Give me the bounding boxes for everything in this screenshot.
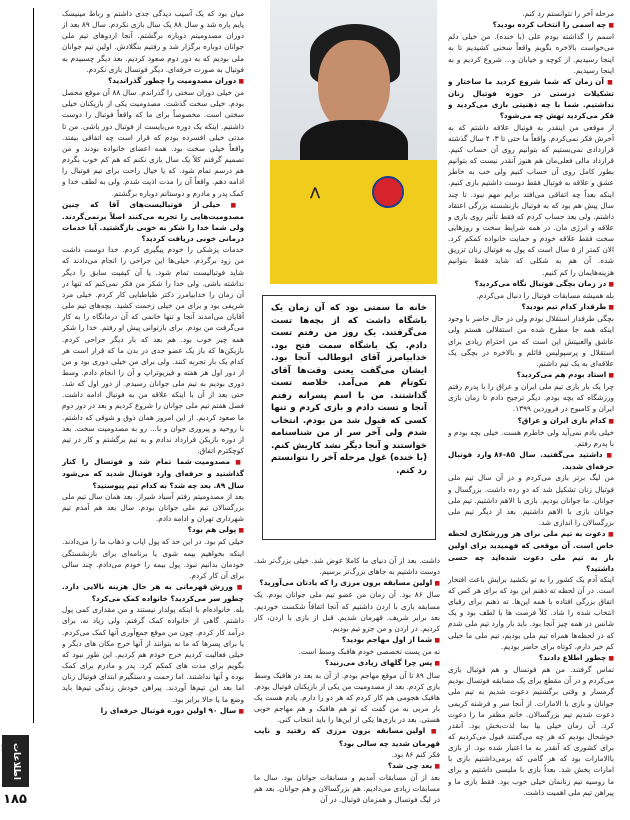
interview-question: ■ چه اسمی را انتخاب کرده بودید؟ — [448, 19, 614, 31]
interview-answer: خیلی یادم نمی‌آید ولی خاطرم هست. خیلی بچه بودم و با پدرم رفتم. — [448, 427, 614, 448]
interview-question: ■ کدام بازی ایران و عراق؟ — [448, 415, 614, 427]
interview-answer: چرا یک بار بازی تیم ملی ایران و عراق را با پدرم رفتم ورزشگاه که بچه بودم. دیگر ترجیح دادم تا زمان بازی ایران و کامبوج در فروردین ۱۳۹۹. — [448, 382, 614, 414]
club-crest-icon — [372, 176, 404, 208]
interview-question: ■ آن زمان که شما شروع کردید ما ساختار و تشکیلات درستی در حوزه فوتبال زنان نداشتیم. شما با چه ذهنیتی بازی می‌کردید و فکر می‌کردید تهش چه می‌شود؟ — [448, 76, 614, 122]
interview-answer: فکر کنم ۸۶ بود. — [391, 749, 440, 759]
page-margin — [0, 0, 40, 820]
photo-jersey — [270, 160, 437, 284]
interview-question: ■ پس چرا گلهای زیادی می‌زنید؟ — [254, 657, 440, 669]
interview-answer: مرحله آخر را نتوانستم رد کنم. — [522, 9, 614, 18]
interview-question: ■ اولین مسابقه برون مرزی را که یادتان می‌آورید؟ — [254, 577, 440, 589]
interview-question: ■ خیلی از فوتبالیست‌های آقا که چنین مصدومیت‌هایی را تجربه می‌کنند اصلاً برنمی‌گردند. ولی شما خدا را شکر به خوبی بازگشتید. آیا خدمات درمانی خوبی دریافت کردید؟ — [62, 199, 244, 245]
interview-answer: سال ۸۶ بود. آن زمان من عضو تیم ملی جوانان بودم. یک مسابقه بازی با اردن داشتیم که آنجا اتفاقاً شکست خوردیم. بعد برابر شریف. قهرمان شدیم. قبل از بازی با اردن، کار کردیم. در اردن و من جزو تیم بودیم. — [254, 590, 440, 633]
pull-quote: خانه ما سمتی بود که آن زمان یک باشگاه داشت که از بچه‌ها تست می‌گرفتند. یک روز من رفتم تست دادم. یک باشگاه سمت فتح بود. خدابیامرز آقای ابوطالب آنجا بود. ایشان می‌گفت یعنی وقت‌ها آقای تکوتام هم می‌آمد. خلاصه تست گذاشتند. من با اسم پسرانه رفتم آنجا و تست دادم و بازی کردم و تنها کسی که قبول شد من بودم. انتخاب شدم ولی آخر سر از من شناسنامه خواستند و آنجا دیگر نشد کاریش کنم. (با خنده) غول مرحله آخر را نتوانستم رد کنم. — [262, 295, 436, 540]
margin-rule — [33, 8, 34, 723]
jersey-brand-icon: ⋀ — [310, 185, 321, 199]
interview-question: ■ اولین مسابقه برون مرزی که رفتید و نایب قهرمان شدید چه سالی بود؟ — [254, 725, 440, 748]
interview-answer: خدمات پزشکی را خودم پیگیری کردم. خدا دوست داشت من زود برگردم. خیلی‌ها این جراحی را انجام می‌دادند که شاید فوتبالیست تمام شود. یا آن کیفیت سابق را دیگر نداشته باشی. ولی خدا را شکر من فکر نمی‌کنم که تنها در آن زمان را خدابیامرز دکتر طباطبایی کار کردم. خیلی مرد شریفی بود و برای من خیلی زحمت کشید. بچه‌های تیم ملی آقایان می‌امدند آنجا و تنها خانمی که آن درمانگاه را به کار می‌گرفت من بودم. برای بازتوانی پیش او رفتم. خدا را شکر همه چیز خوب بود. هم بعد که بار دیگر جراحی کردم. بازیکن‌ها که باز یک عضو جدی در بدن ما که قرار است هر کدام یک بار تجربه کنند. ولی برای من خیلی دوری بود و من از دور اول هر هفته و فیزیوتراپ و آن را انجام دادم. وسط دوری بودیم به تیم ملی جوانان رسیدم. از دور اول که شد. حتی بعد از آن با اینکه علاقه من به فوتبال ادامه داشت. فصل هفتم تیم ملی جوانان را شروع کردیم و بعد در دور دوم ما صعود کردیم. از این امروز همان ذوق و شوقی که داشتم. با روحیه و پیروزی جوان و با... رو به مصدومیت سخت. بعد از دوره بازیکن قرارداد ندادم و به تیم برگشتم و کار در تیم کوچکترم اتفاق. — [62, 245, 244, 456]
interview-question: ■ در زمان بچگی فوتبال نگاه می‌کردید؟ — [448, 278, 614, 290]
interview-question: ■ چطور اطلاع دادند؟ — [448, 652, 614, 664]
interview-question: ■ مصدومیت شما تمام شد و فوتسال را کنار گذاشتید و حرفه‌ای وارد فوتبال شدید که می‌شود سال ۸۹. بعد چه شد؟ به کدام تیم پیوستید؟ — [62, 456, 244, 490]
interview-question: ■ سال ۹۰ اولین دوره فوتبال حرفه‌ای را — [62, 705, 244, 717]
interview-answer: میان بود که یک آسیب دیدگی جدی داشتم و رباط مینیسک پایم پاره شد و سال ۸۸ یک سال بازی نکردم. سال ۸۹ بعد از دوران مصدومیتم دوباره برگشتم. آنجا اردوهای تیم ملی جوانان دوباره برگزار شد و رفتیم بنگلادش. اولین تیم جوانان ملی بودیم که به دور دوم صعود کردیم. بعد دیگر چسبیدم به فوتبال به صورت حرفه‌ای. دیگر فوتسال بازی نکردم. — [62, 9, 244, 74]
interview-answer: از موقعی من اینقدر به فوتبال علاقه داشتم که به آخرش فکر نمی‌کردم. واقعاً ما حتی تا ۳، ۴ سال گذشته قراردادی نمی‌بستیم که بتوانیم روی آن حساب کنیم. قرارداد مالی فعلی‌مان هم هنوز آنقدر نیست که بتوانیم بطور کامل روی آن حساب کنیم ولی خب به خاطر عشق و علاقه به فوتبال فقط دوست داشتیم بازی کنیم. اینکه بعداً چه اتفاقی می‌افتد برایم مهم نبود. تا چند سال پیش هم بود که به فوتبال بازنشسته بزرگی اعتقاد داشتم. ولی بعد حساب کردم که فقط تأثیر روی بازی و علاقه و انرژی مان. در همه شرایط سخت و روزهایی سخت فقط علاقه خودم و حمایت خانواده کمکم کرد. الان کمتر از ۵ سال است که پول به فوتبال زنان تزریق شده. آن هم به شکلی که شاید فقط بتوانیم هزینه‌هایمان را کم کنیم. — [448, 122, 614, 277]
interview-question: ■ دعوت به تیم ملی برای هر ورزشکاری لحظه خاص است. آن موقعی که فهمیدید برای اولین بار به تیم ملی دعوت شده‌اید چه حسی داشتید؟ — [448, 528, 614, 574]
page-number: ۱۸۵ — [3, 792, 27, 807]
interview-answer: اینکه آدم یک کشور را به تو بکشید برایش باعث افتخار است. در آن لحظه ته ذهنم این بود که برای هر کس که اتفاق بزرگی افتاده با همه این‌ها. ته ذهنم برای رقبای انتخاب شده را شاد. کلاً فرصت ها با لطف بود و یک شانس در همه چیز آنجا بود. باید بار وارد تیم ملی شدم که در لحظه‌ها همراه تیم ملی بودیم، تیم ملی ما خیلی کم خبر دارم، کوتاه برای حاضر بودیم. — [448, 574, 614, 651]
interview-answer: بله. خانواده‌ام با اینکه پولدار نیستند و من مقداری کمی پول داشتم. گاهی از خانواده کمک گرفتم. ولی زیاد نه، برای درآمد کار کردم. چون من موقع جمع‌آوری آنها کمک می‌کردم. یا برای پسرها که ما نه بتوانند از آنها خرج مکان های دیگر و خیلی فعالیت کردیم خرج خودم هم کردیم. این طور نبود که بگویم برای مدت های کمکم کرد. پدر و مادرم برای کمک بوده و آنها نداشتند. اما زحمت و دستگیرم ابتدای فوتبال زنان اما بعد این تیم‌ها آوردند. پیراهن خودش زندگی تیم‌ها باید وضع ما با حالا برابر بود. — [62, 605, 244, 704]
interview-answer: داشت. بعد از آن دنیای ما کاملا عوض شد. خیلی بزرگ‌تر شد. دوست داشتیم به جاهای بزرگ‌تر برسیم. — [254, 556, 440, 577]
interview-answer: بعد از مصدومیتم رفتم آسیاد شیراز. بعد همان سال تیم ملی بزرگسالان تیم ملی جوانان بودم. سال بعد هم آمدم تیم شهرداری تهران و ادامه دادم. — [62, 491, 244, 524]
article-column-right — [448, 8, 614, 808]
interview-question: ■ شما از اول مهاجم بودید؟ — [254, 634, 440, 646]
interview-question: ■ پولی هم بود؟ — [62, 524, 244, 536]
article-column-middle — [254, 555, 440, 812]
article-column-left — [62, 8, 244, 778]
interview-question: ■ دوران مصدومیت را چطور گذراندید؟ — [62, 75, 244, 87]
magazine-logo: اطلاعات — [2, 735, 29, 787]
interview-answer: سال ۸۹ تا آن موقع مهاجم بودم. از آن به بعد در هافبک وسط بازی کردم. بعد از مصدومیت من یکی از بازیکنان فوتبال بودم. هافبک هجومی هم کار کردم که هر دو را دارم. یادم هست یک بار مربی به من گفت که تو هم هافبک و هم مهاجم خوبی هستی. بعد در بازی‌ها یکی از این‌ها را باید انتخاب کنی. — [254, 670, 440, 725]
interview-answer: خیلی کم بود. در این حد که پول ایاب و ذهاب ما را می‌دادند. اینکه بخواهیم بیمه شوی یا برنامه‌ای برای بازنشستگی خودمان بدانیم نبود. پول بیمه را خودم می‌دادم. چند سالی برای آن کار کردم. — [62, 537, 244, 580]
interview-answer: بله همیشه مسابقات فوتبال را دنبال می‌کردم. — [476, 290, 614, 300]
player-photo — [270, 0, 437, 284]
interview-question: ■ ورزش قهرمانی به هر حال هزینه بالایی دارد. چطور سر می‌کردید؟ خانواده کمک می‌کرد؟ — [62, 581, 244, 604]
interview-question: ■ داشتید می‌گفتید. سال ۸۵-۸۶ وارد فوتبال حرفه‌ای شدید. — [448, 449, 614, 472]
interview-question: ■ استاد بودم هم می‌کردید؟ — [448, 369, 614, 381]
interview-answer: نه من پست تخصصی خودم هافبک وسط است. — [298, 647, 440, 657]
interview-answer: اسمم را گذاشته بودم علی (با خنده). من خیلی دلم می‌خواست بالاخره بگویم واقعاً سخنی کشیدیم تا به اینجا رسیدیم. از کوچه و خیابان و... شروع کردیم و به اینجا رسیدیم. — [448, 32, 614, 75]
interview-question: ■ طرفدار کدام تیم بودید؟ — [448, 301, 614, 313]
interview-answer: بعد از آن مسابقات آمدیم و مسابقات جوانان بود. سال ما مسابقات زیادی می‌دادیم. هم بزرگسالان و هم جوانان. بعد هم در لیگ فوتسال و همزمان فوتبال. در آن — [254, 772, 440, 805]
interview-answer: تماس گرفتند. من هم فوتسال و هم فوتبال بازی می‌کردم و در آن مقطع برای یک مسابقه فوتسال بودیم گرمسار و وقتی برگشتیم دعوت شدیم به تیم ملی جوانان و بازی با الامارات. از آنجا سر و فرشته کریمی دعوت شدیم تیم بزرگسالان. خانم مظفر ما را دعوت کرد. آن زمان خیلی بیا بما لذت‌بخش بود. آنقدر خوشحال بودیم که هر چه می‌گفتند قبول می‌کردیم که برای کشوری که آنقدر به ما اعتبار شده بود. از بازی با‌الامارات بود که هر گامی که برمی‌داشتیم بازی با امارات پخش شد. بعداً بازی با ملیسی داشتیم و برای ما روسیه تیم زنانمان خیلی خوب بود. فقط بازی ما و پیراهن تیم ملی اهمیت داشت. — [448, 665, 614, 797]
interview-answer: من لیگ برتر بازی می‌کردم و در آن سال تیم ملی فوتبال زنان تشکیل شد که دو رده داشت. بزرگسال و جوانان. ما جوانان بودیم. بازی با الاهم داشتیم. تیم ملی جوانان بازی با الاهم داشتیم. بعد از دیگر تیم ملی بزرگسالان را اندازی شد. — [448, 473, 614, 528]
interview-question: ■ بعد چی شد؟ — [254, 760, 440, 772]
photo-face — [318, 40, 390, 132]
interview-answer: من خیلی دوران سختی را گذراندم. سال ۸۸ آن موقع محصل بودم. خیلی سخت گذشت. مصدومیت یکی از بازیکنان خیلی سختی است. مخصوصاً برای ما که واقعاً فوتبال را دوست داشتیم. اینکه یک دوره می‌بایست از فوتبال دور باشی. من تا مدتی خیلی افسرده بودم که قرار است چه اتفاقی بیفتد. واقعاً خیلی سخت بود. همه اعضای خانواده بودند و من تصمیم گرفتم کلاً یک سال بازی نکنم که هم کم خوب بگردم هم درسم تمام شود. که یا خیال راحت برای تیم فوتبال را ادامه دهم. واقعاً آن را مدت اذیت شدم. ولی به لطف خدا و کمک پدر و مادرم و دوستانم دوباره برگشتم. — [62, 88, 244, 198]
interview-answer: بچگی طرفدار استقلال بودم ولی در حال حاضر با وجود اینکه همه جا مطرح شده من استقلالی هستم ولی عاشق والعبیتش این است که من احترام زیادی برای استقلال و پرسپولیس قائلم و بالاخره در بچگی یک علاقه‌ای به یک تیم داشتم. — [448, 314, 614, 368]
